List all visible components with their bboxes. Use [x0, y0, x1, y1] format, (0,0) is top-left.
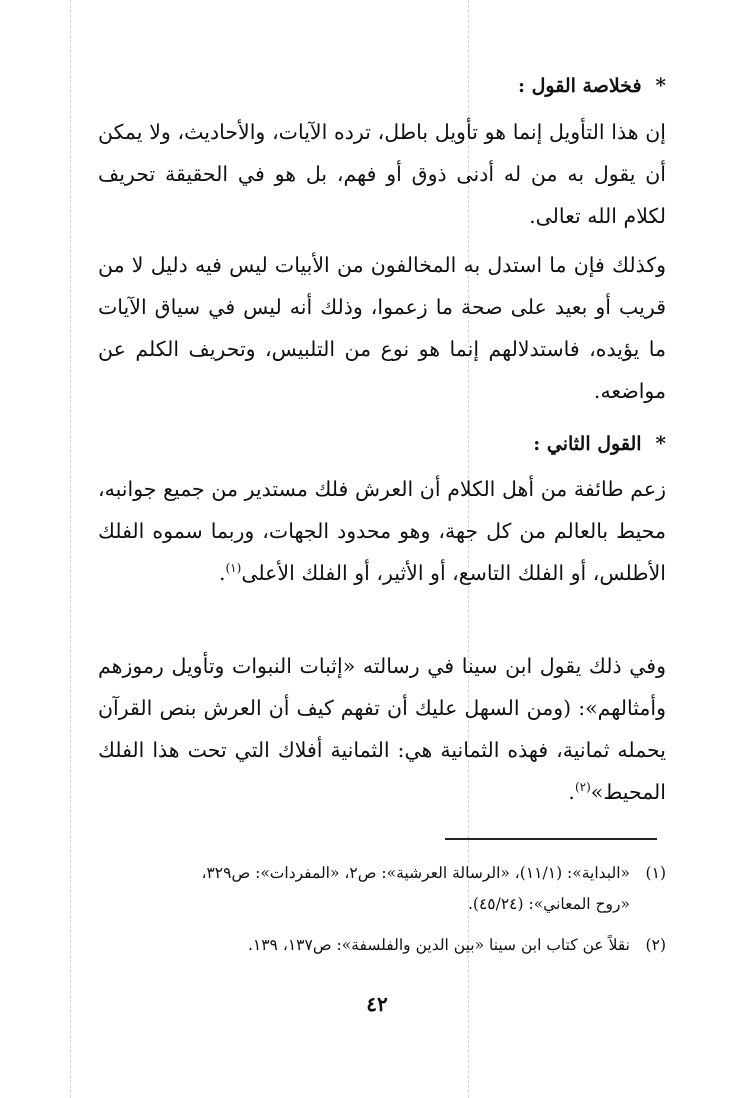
heading-summary	[86, 70, 666, 101]
paragraph-3-end: .	[218, 561, 226, 585]
heading-second-opinion	[86, 428, 666, 459]
footnote-ref-2[interactable]: (٢)	[574, 780, 591, 795]
footnote-text: «البداية»: (١١/١)، «الرسالة العرشية»: ص٢، «المفردات»: ص٣٢٩،	[201, 864, 630, 882]
paragraph-4-text: وفي ذلك يقول ابن سينا في رسالته «إثبات النبوات وتأويل رموزهم وأمثالهم»: (ومن السهل عليك أن تفهم كيف أن العرش بنص القرآن يحمله ثمانية، فهذه الثمانية هي: الثمانية أفلاك التي تحت هذا الفلك المحيط»	[98, 654, 666, 804]
footnote-number: (١)	[645, 864, 666, 882]
footnote-text: نقلاً عن كتاب ابن سينا «بين الدين والفلسفة»: ص١٣٧، ١٣٩.	[247, 936, 630, 954]
paragraph-4	[98, 645, 666, 813]
heading-star: *	[655, 73, 666, 97]
heading-second-text: القول الثاني :	[533, 433, 642, 455]
heading-star: *	[655, 431, 666, 455]
paragraph-4-end: .	[568, 780, 575, 804]
scan-guide-line	[70, 0, 71, 1098]
footnote-2	[86, 930, 666, 961]
footnote-ref-1[interactable]: (١)	[225, 561, 242, 576]
footnote-text: «روح المعاني»: (٤٥/٢٤).	[467, 895, 630, 913]
paragraph-3	[98, 468, 666, 594]
paragraph-2: وكذلك فإن ما استدل به المخالفون من الأبيات ليس فيه دليل لا من قريب أو بعيد على صحة ما زعموا، وذلك أنه ليس في سياق الآيات ما يؤيده، فاستدلالهم إنما هو نوع من التلبيس، وتحريف الكلم عن مواضعه.	[98, 253, 666, 403]
paragraph-3-text: زعم طائفة من أهل الكلام أن العرش فلك مستدير من جميع جوانبه، محيط بالعالم من كل جهة، وهو محدود الجهات، وربما سموه الفلك الأطلس، أو الفلك التاسع، أو الأثير، أو الفلك الأعلى	[98, 477, 666, 585]
footnote-1	[86, 858, 666, 920]
page-number: ٤٢	[366, 992, 388, 1016]
heading-summary-text: فخلاصة القول :	[517, 75, 642, 97]
paragraph-1: إن هذا التأويل إنما هو تأويل باطل، ترده الآيات، والأحاديث، ولا يمكن أن يقول به من له أدنى ذوق أو فهم، بل هو في الحقيقة تحريف لكلام الله تعالى.	[98, 120, 666, 228]
footnote-separator	[445, 838, 657, 840]
footnote-number: (٢)	[645, 936, 666, 954]
